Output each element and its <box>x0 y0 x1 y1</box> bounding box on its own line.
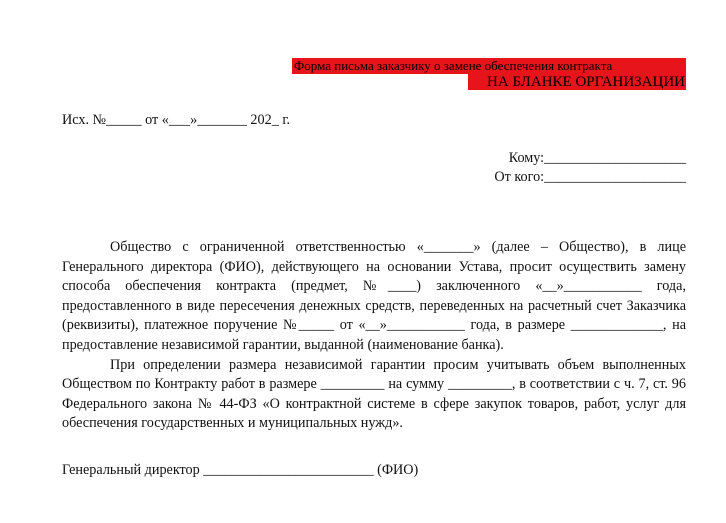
body-paragraph-1: Общество с ограниченной ответственностью «_______» (далее – Общество), в лице Генерального директора (ФИО), действующего на основании Устава, просит осуществить замену способа обеспечения контракта (предмет, №____) заключенного «__»___________ года, предоставленного в виде пересечения денежных средств, переведенных на расчетный счет Заказчика (реквизиты), платежное поручение №_____ от «__»___________ года, в размере _____________, на предоставление независимой гарантии, выданной (наименование банка). <box>62 239 686 353</box>
body-paragraph-2: При определении размера независимой гарантии просим учитывать объем выполненных Обществом по Контракту работ в размере _________ на сумму _________, в соответствии с ч. 7, ст. 96 Федерального закона № 44-ФЗ «О контрактной системе в сфере закупок товаров, работ, услуг для обеспечения государственных и муниципальных нужд». <box>62 356 686 432</box>
letter-body <box>62 238 686 434</box>
addressee-to: Кому:____________________ <box>508 150 686 166</box>
signature-line: Генеральный директор ________________________ (ФИО) <box>62 462 419 478</box>
addressee-from: От кого:____________________ <box>494 169 686 185</box>
form-title-highlight: Форма письма заказчику о замене обеспечения контракта <box>292 58 686 74</box>
letterhead-note-highlight: НА БЛАНКЕ ОРГАНИЗАЦИИ <box>468 74 686 90</box>
outgoing-reference: Исх. №_____ от «___»_______ 202_ г. <box>62 112 291 128</box>
